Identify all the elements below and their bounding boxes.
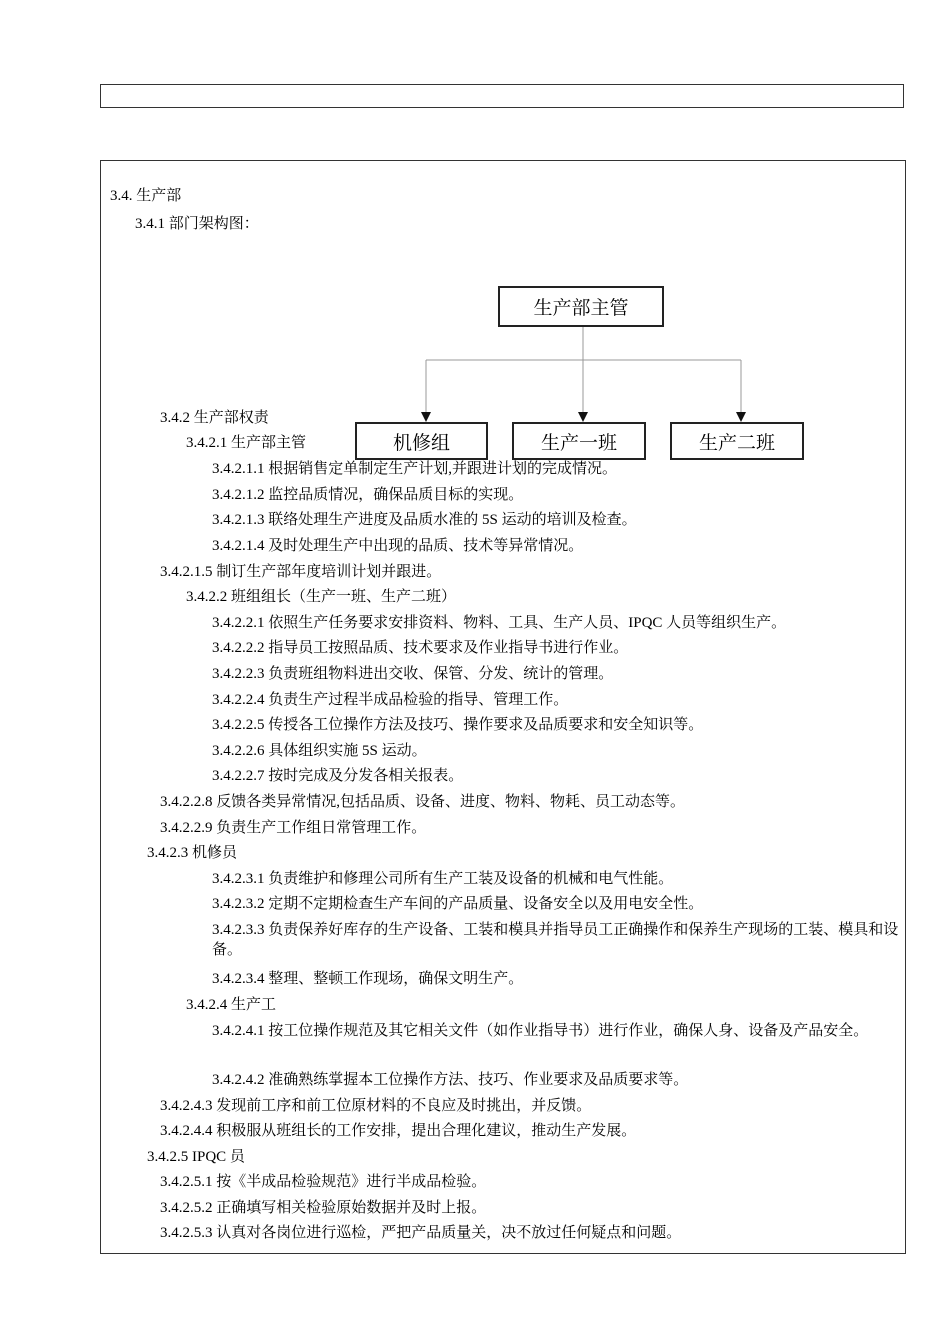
text-line: 3.4.2.2.2 指导员工按照品质、技术要求及作业指导书进行作业。 [212, 640, 629, 656]
text-line: 3.4.2.5.1 按《半成品检验规范》进行半成品检验。 [160, 1174, 487, 1190]
text-line: 3.4.2.3 机修员 [147, 845, 238, 861]
text-line: 3.4.2.4.1 按工位操作规范及其它相关文件（如作业指导书）进行作业，确保人身、设备及产品安全。 [212, 1023, 869, 1039]
text-line: 3.4.2.2.9 负责生产工作组日常管理工作。 [160, 820, 427, 836]
text-line: 3.4.2.2.3 负责班组物料进出交收、保管、分发、统计的管理。 [212, 666, 614, 682]
text-line: 3.4.2.3.3 负责保养好库存的生产设备、工装和模具并指导员工正确操作和保养生产现场的工装、模具和设备。 [212, 922, 899, 958]
text-line: 3.4.2.2.5 传授各工位操作方法及技巧、操作要求及品质要求和安全知识等。 [212, 717, 704, 733]
text-line: 3.4.2.2.8 反馈各类异常情况,包括品质、设备、进度、物料、物耗、员工动态等。 [160, 794, 686, 810]
org-node-line-one: 生产一班 [512, 422, 646, 460]
header-box [100, 84, 904, 108]
text-line: 3.4.2.2.1 依照生产任务要求安排资料、物料、工具、生产人员、IPQC 人员等组织生产。 [212, 615, 787, 631]
text-line: 3.4.2.4 生产工 [186, 997, 277, 1013]
org-node-root: 生产部主管 [498, 286, 664, 327]
text-line: 3.4.2 生产部权责 [160, 410, 269, 426]
text-line: 3.4.2.1.3 联络处理生产进度及品质水准的 5S 运动的培训及检查。 [212, 512, 637, 528]
text-line: 3.4.2.2 班组组长（生产一班、生产二班） [186, 589, 457, 605]
text-line: 3.4.2.2.7 按时完成及分发各相关报表。 [212, 768, 464, 784]
text-line: 3.4.2.5.3 认真对各岗位进行巡检，严把产品质量关，决不放过任何疑点和问题。 [160, 1225, 682, 1241]
text-line: 3.4.2.4.3 发现前工序和前工位原材料的不良应及时挑出，并反馈。 [160, 1098, 592, 1114]
text-line: 3.4.2.2.4 负责生产过程半成品检验的指导、管理工作。 [212, 692, 569, 708]
text-line: 3.4.2.5.2 正确填写相关检验原始数据并及时上报。 [160, 1200, 487, 1216]
section-title: 3.4. 生产部 [110, 188, 182, 204]
org-chart-heading: 3.4.1 部门架构图： [135, 216, 259, 232]
text-line: 3.4.2.4.4 积极服从班组长的工作安排，提出合理化建议，推动生产发展。 [160, 1123, 637, 1139]
text-line: 3.4.2.1 生产部主管 [186, 435, 307, 451]
text-line: 3.4.2.3.1 负责维护和修理公司所有生产工装及设备的机械和电气性能。 [212, 871, 674, 887]
text-line: 3.4.2.5 IPQC 员 [147, 1149, 245, 1165]
text-line: 3.4.2.3.4 整理、整顿工作现场，确保文明生产。 [212, 971, 524, 987]
org-node-line-two: 生产二班 [670, 422, 804, 460]
text-line: 3.4.2.1.1 根据销售定单制定生产计划,并跟进计划的完成情况。 [212, 461, 618, 477]
text-line: 3.4.2.3.2 定期不定期检查生产车间的产品质量、设备安全以及用电安全性。 [212, 896, 704, 912]
text-line: 3.4.2.1.4 及时处理生产中出现的品质、技术等异常情况。 [212, 538, 584, 554]
text-line: 3.4.2.1.5 制订生产部年度培训计划并跟进。 [160, 564, 442, 580]
text-line: 3.4.2.1.2 监控品质情况，确保品质目标的实现。 [212, 487, 524, 503]
text-line: 3.4.2.2.6 具体组织实施 5S 运动。 [212, 743, 427, 759]
org-node-maintenance: 机修组 [355, 422, 488, 460]
text-line: 3.4.2.4.2 准确熟练掌握本工位操作方法、技巧、作业要求及品质要求等。 [212, 1072, 689, 1088]
